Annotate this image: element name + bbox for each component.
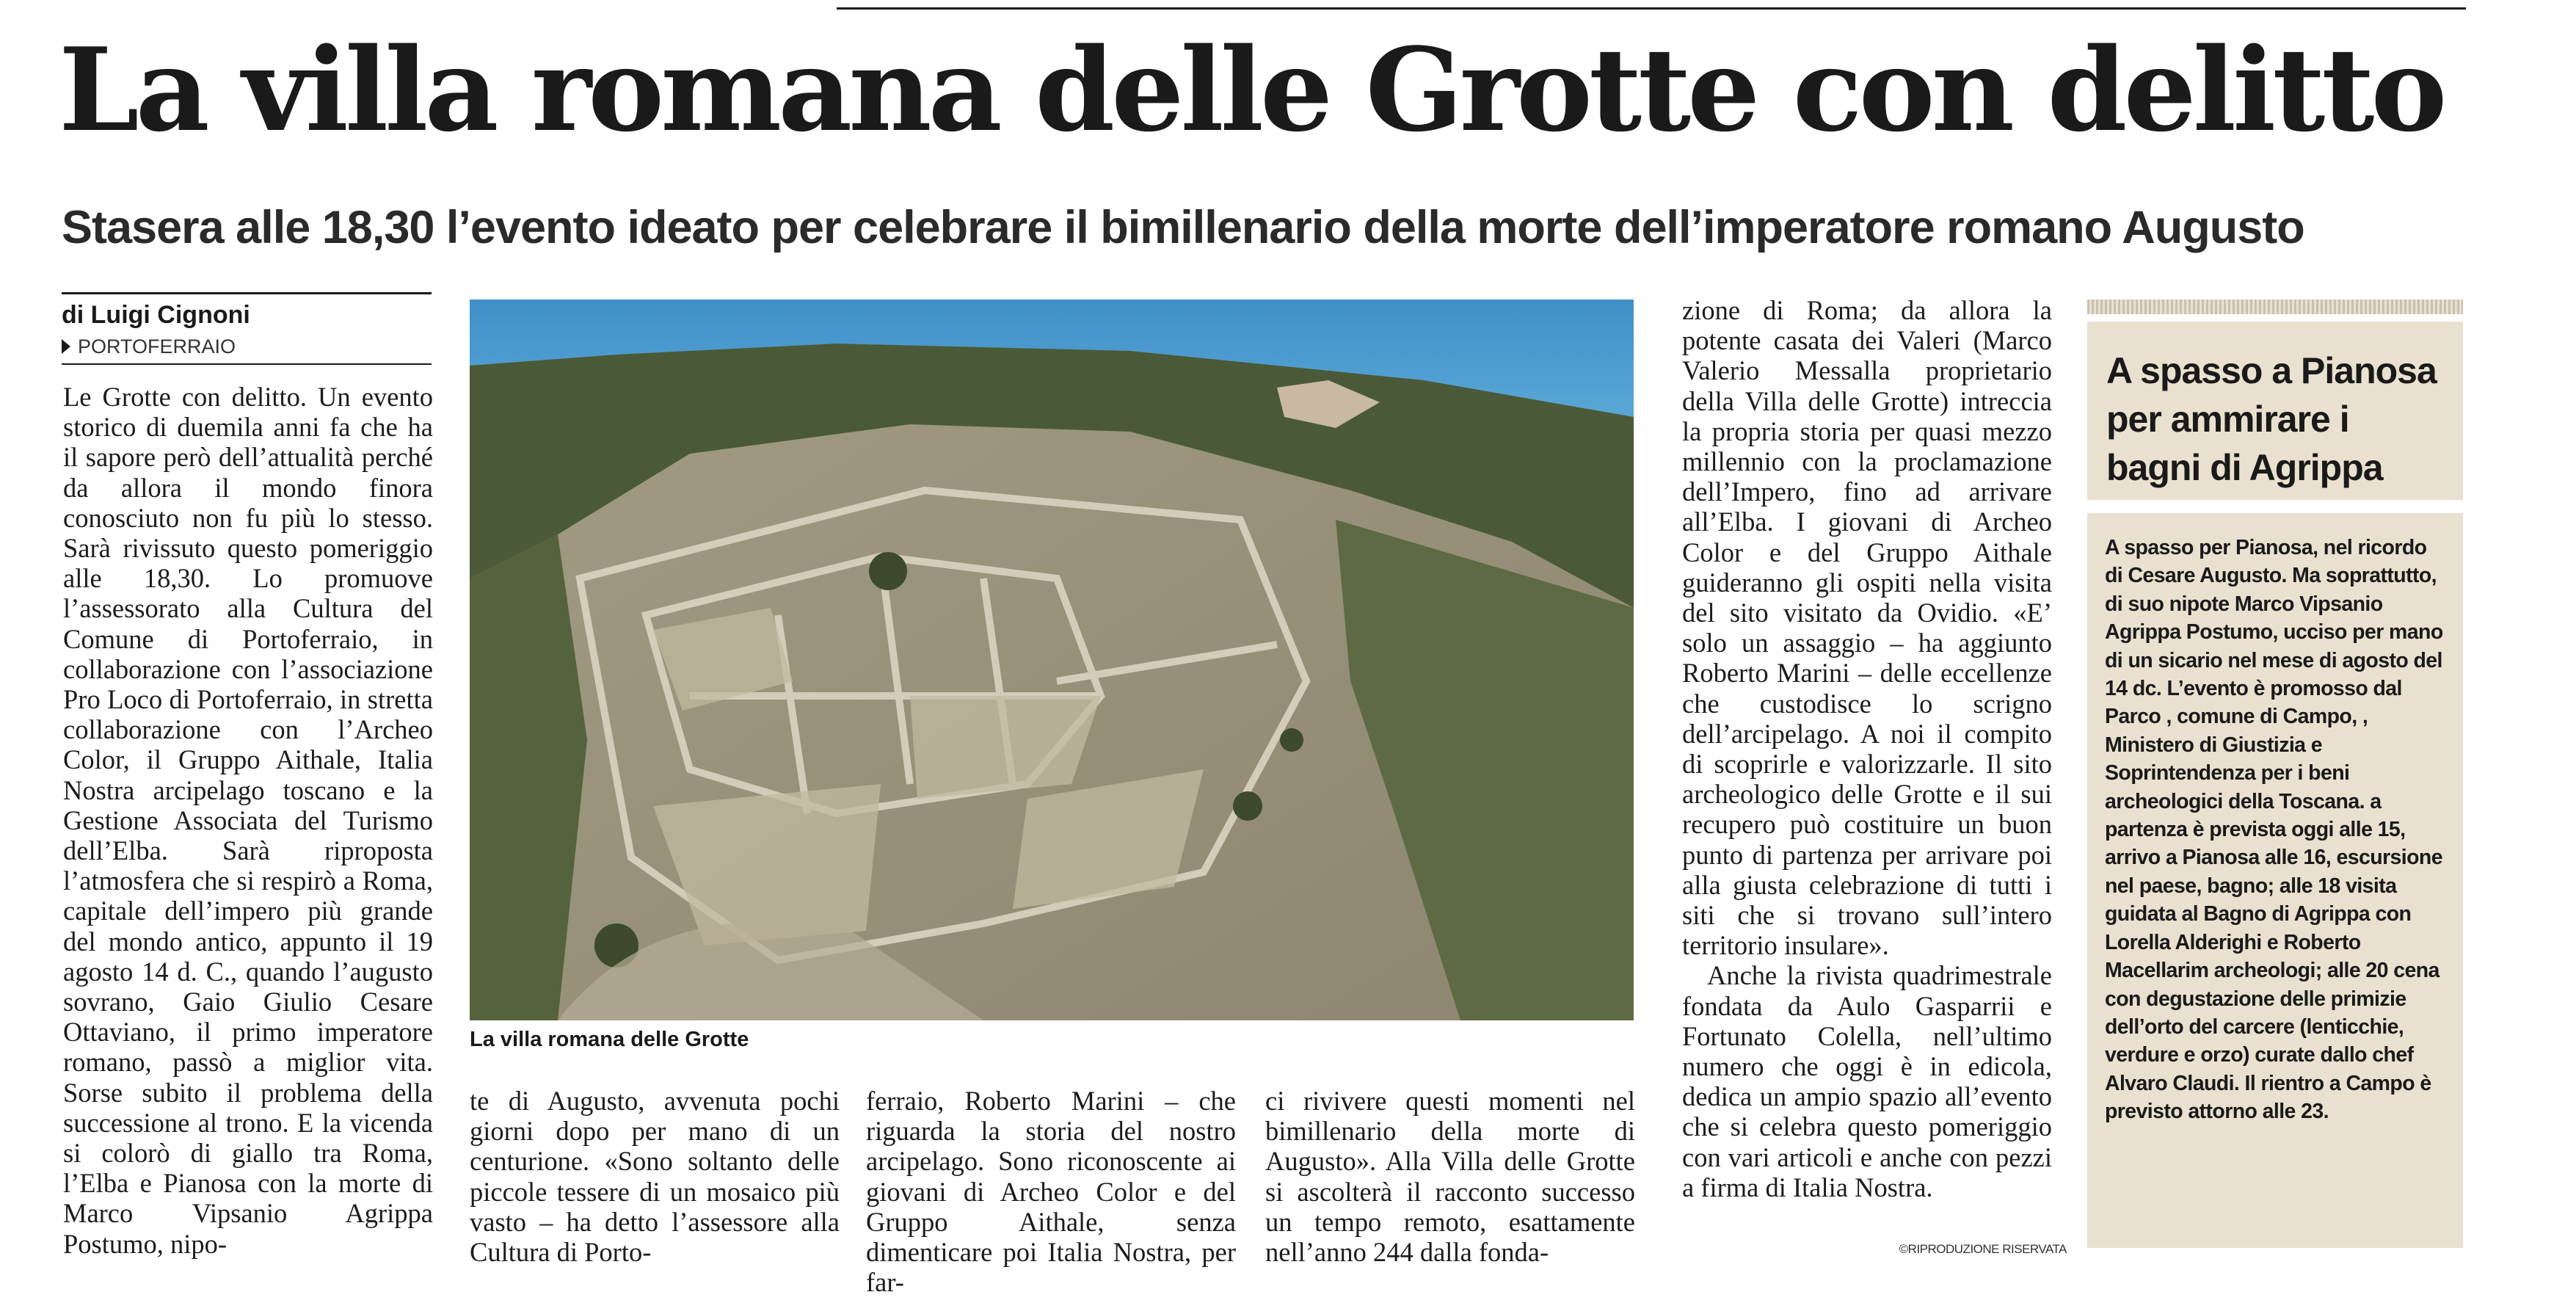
sidebar-box [2087, 300, 2463, 1266]
byline-rule-bottom [62, 363, 432, 365]
byline-rule [62, 292, 432, 294]
headline: La villa romana delle Grotte con delitto [59, 23, 2444, 157]
sidebar-pattern-strip [2087, 300, 2463, 314]
dateline: PORTOFERRAIO [78, 335, 236, 357]
byline [62, 292, 432, 365]
article-column-3 [866, 1086, 1236, 1297]
article-photo [470, 300, 1634, 1020]
paragraph: zione di Roma; da allora la potente casata dei Valeri (Marco Valerio Messalla proprietario della Villa delle Grotte) intreccia la propria storia per quasi mezzo millennio con la proclamazione dell’Impero, fino ad arrivare all’Elba. I giovani di Archeo Color e del Gruppo Aithale guideranno gli ospiti nella visita del sito visitato da Ovidio. «E’ solo un assaggio – ha aggiunto Roberto Marini – delle eccellenze che custodisce lo scrigno dell’arcipelago. A noi il compito di scoprirle e valorizzarle. Il sito archeologico delle Grotte e il sui recupero può costituire un buon punto di partenza per arrivare poi alla giusta celebrazione di tutti i siti che si trovano sull’intero territorio insulare». [1682, 295, 2052, 961]
article-column-2 [470, 1086, 840, 1267]
dateline-marker-icon [62, 339, 70, 354]
copyright-notice: ©RIPRODUZIONE RISERVATA [1899, 1242, 2067, 1256]
sidebar-title: A spasso a Pianosa per ammirare i bagni di Agrippa [2087, 322, 2463, 500]
paragraph: te di Augusto, avvenuta pochi giorni dopo per mano di un centurione. «Sono soltanto delle piccole tessere di un mosaico più vasto – ha detto l’assessore alla Cultura di Porto- [470, 1086, 840, 1268]
sidebar-body: A spasso per Pianosa, nel ricordo di Cesare Augusto. Ma soprattutto, di suo nipote Marco Vipsanio Agrippa Postumo, ucciso per mano di un sicario nel mese di agosto del 14 dc. L’evento è promosso dal Parco , comune di Campo, , Ministero di Giustizia e Soprintendenza per i beni archeologici della Toscana. a partenza è prevista oggi alle 15, arrivo a Pianosa alle 16, escursione nel paese, bagno; alle 18 visita guidata al Bagno di Agrippa con Lorella Alderighi e Roberto Macellarim archeologi; alle 20 cena con degustazione delle primizie dell’orto del carcere (lenticchie, verdure e orzo) curate dallo chef Alvaro Claudi. Il rientro a Campo è previsto attorno alle 23. [2087, 513, 2463, 1248]
paragraph: ferraio, Roberto Marini – che riguarda la storia del nostro arcipelago. Sono riconoscente ai giovani di Archeo Color e del Gruppo Aithale, senza dimenticare poi Italia Nostra, per far- [866, 1086, 1236, 1298]
author: di Luigi Cignoni [62, 301, 250, 329]
paragraph: ci rivivere questi momenti nel bimillenario della morte di Augusto». Alla Villa delle Grotte si ascolterà il racconto successo un tempo remoto, esattamente nell’anno 244 dalla fonda- [1265, 1086, 1635, 1268]
subheadline: Stasera alle 18,30 l’evento ideato per celebrare il bimillenario della morte dell’imperatore romano Augusto [62, 202, 2304, 253]
villa-aerial-photo [470, 300, 1634, 1020]
article-column-5 [1682, 295, 2052, 1202]
paragraph: Anche la rivista quadrimestrale fondata da Aulo Gasparrii e Fortunato Colella, nell’ultimo numero che oggi è in edicola, dedica un ampio spazio all’evento che si celebra questo pomeriggio con vari articoli e anche con pezzi a firma di Italia Nostra. [1682, 960, 2052, 1202]
dateline-row [62, 334, 432, 359]
paragraph: Le Grotte con delitto. Un evento storico di duemila anni fa che ha il sapore però dell’attualità perché da allora il mondo finora conosciuto non fu più lo stesso. Sarà rivissuto questo pomeriggio alle 18,30. Lo promuove l’assessorato alla Cultura del Comune di Portoferraio, in collaborazione con l’associazione Pro Loco di Portoferraio, in stretta collaborazione con l’Archeo Color, il Gruppo Aithale, Italia Nostra arcipelago toscano e la Gestione Associata del Turismo dell’Elba. Sarà riproposta l’atmosfera che si respirò a Roma, capitale dell’impero più grande del mondo antico, appunto il 19 agosto 14 d. C., quando l’augusto sovrano, Gaio Giulio Cesare Ottaviano, il primo imperatore romano, passò a miglior vita. Sorse subito il problema della successione al trono. E la vicenda si colorò di giallo tra Roma, l’Elba e Pianosa con la morte di Marco Vipsanio Agrippa Postumo, nipo- [63, 382, 433, 1259]
photo-caption: La villa romana delle Grotte [470, 1028, 749, 1051]
article-column-4 [1265, 1086, 1635, 1267]
article-column-1 [63, 382, 433, 1259]
top-rule [837, 7, 2466, 10]
